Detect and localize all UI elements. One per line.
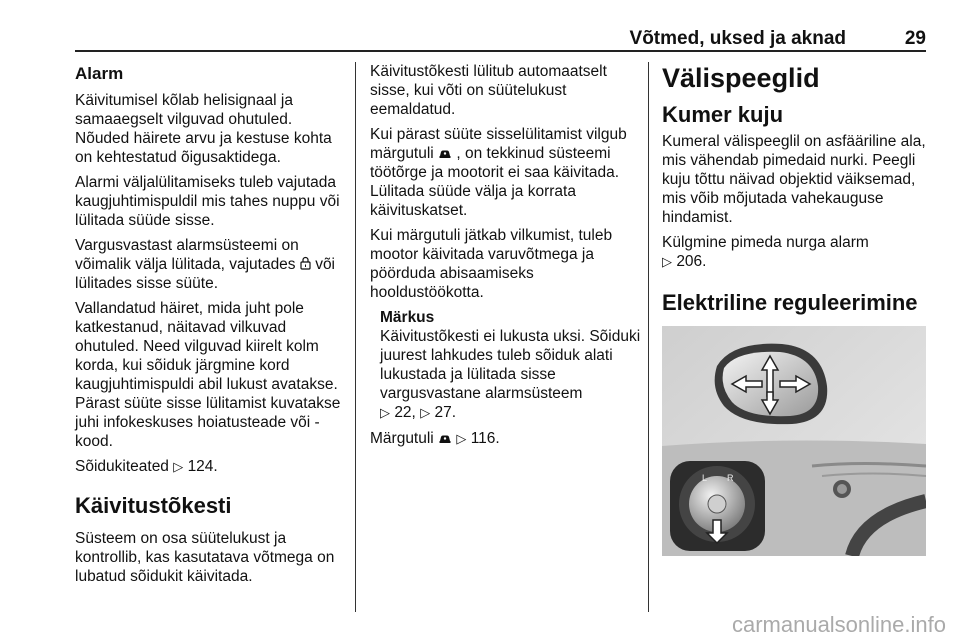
paragraph-text: või lülitades sisse süüte. — [75, 256, 336, 292]
reference-triangle-icon: ▷ — [173, 460, 184, 475]
heading-immobilizer: Käivitustõkesti — [75, 493, 232, 518]
paragraph-text: Vargusvastast alarmsüsteemi on võimalik välja lülitada, vajutades — [75, 237, 299, 273]
column-divider-2 — [648, 62, 649, 612]
mirror-illustration-svg — [662, 326, 926, 556]
column-3 — [662, 62, 932, 556]
paragraph: Vallandatud häiret, mida juht pole katkestanud, näitavad vilkuvad ohutuled. Need vilguvad kiirelt kolm korda, kui sõiduk järgmine kord kaugjuhtimispuldi abil lukust avatakse. Pärast süüte sisse lülitamist kuvatakse juhi infokeskuses hoiatusteade või -kood. — [75, 300, 341, 450]
column-1 — [75, 62, 347, 592]
paragraph — [370, 125, 642, 220]
immobilizer-car-key-icon — [438, 147, 452, 159]
paragraph — [75, 236, 347, 293]
page-ref-link[interactable]: 27. — [434, 404, 457, 421]
column-divider-1 — [355, 62, 356, 612]
heading-electric-adjustment: Elektriline reguleerimine — [662, 290, 918, 315]
page-header — [75, 28, 926, 52]
lock-icon — [300, 256, 311, 270]
paragraph: Süsteem on osa süütelukust ja kontrollib, kas kasutatava võtmega on lubatud sõidukit käivitada. — [75, 530, 335, 585]
watermark: carmanualsonline.info — [731, 612, 946, 637]
paragraph — [662, 233, 932, 272]
column-2 — [370, 62, 642, 455]
page-ref-link[interactable]: 206. — [676, 253, 707, 270]
note-title: Märkus — [380, 309, 435, 326]
mirror-adjustment-illustration — [662, 326, 926, 556]
header-title: Võtmed, uksed ja aknad — [629, 28, 846, 49]
paragraph-text: , on tekkinud süsteemi töötõrge ja mootorit ei saa käivitada. Lülitada süüde välja ja korrata käivituskatset. — [370, 145, 619, 219]
page-ref-link[interactable]: 124. — [187, 458, 218, 475]
note-text: Käivitustõkesti ei lukusta uksi. Sõiduki juurest lahkudes tuleb sõiduk alati lukustada ja lülitada sisse vargusvastane alarmsüsteem — [380, 328, 641, 402]
page-ref-link[interactable]: 116. — [470, 430, 500, 447]
ref-text: Külgmine pimeda nurga alarm — [662, 234, 869, 251]
paragraph — [75, 457, 347, 477]
heading-exterior-mirrors: Välispeeglid — [662, 63, 820, 93]
knob-left-label: L — [702, 473, 708, 483]
paragraph: Käivitustõkesti lülitub automaatselt sisse, kui võti on süütelukust eemaldatud. — [370, 63, 607, 118]
ref-text: Märgutuli — [370, 430, 434, 447]
paragraph: Kumeral välispeeglil on asfääriline ala, mis vähendab pimedaid nurki. Peegli kuju tõttu näivad objektid väiksemad, mis võib mõjutada vahekauguse hindamist. — [662, 133, 926, 226]
reference-triangle-icon: ▷ — [380, 406, 390, 421]
paragraph: Kui märgutuli jätkab vilkumist, tuleb mootor käivitada varuvõtmega ja pöörduda abisaamiseks hooldustöökotta. — [370, 227, 613, 301]
paragraph-text: Kui pärast süüte sisselülitamist vilgub märgutuli — [370, 126, 627, 162]
paragraph: Alarmi väljalülitamiseks tuleb vajutada kaugjuhtimispuldil mis tahes nuppu või lülitada süüde sisse. — [75, 174, 340, 229]
reference-triangle-icon: ▷ — [662, 255, 672, 270]
reference-triangle-icon: ▷ — [456, 432, 467, 447]
reference-triangle-icon: ▷ — [420, 406, 431, 421]
page-ref-link[interactable]: 22, — [394, 404, 416, 421]
immobilizer-car-key-icon — [438, 432, 452, 444]
paragraph — [370, 429, 642, 449]
paragraph: Käivitumisel kõlab helisignaal ja samaaegselt vilguvad ohutuled. Nõuded häirete arvu ja kestuse kohta on kehtestatud õigusaktidega. — [75, 92, 332, 166]
page-number: 29 — [904, 28, 926, 49]
ref-text: Sõidukiteated — [75, 458, 169, 475]
knob-right-label: R — [727, 473, 734, 483]
note-body — [380, 327, 642, 423]
heading-alarm: Alarm — [75, 64, 124, 83]
note-box — [370, 308, 642, 423]
heading-convex-shape: Kumer kuju — [662, 102, 784, 127]
